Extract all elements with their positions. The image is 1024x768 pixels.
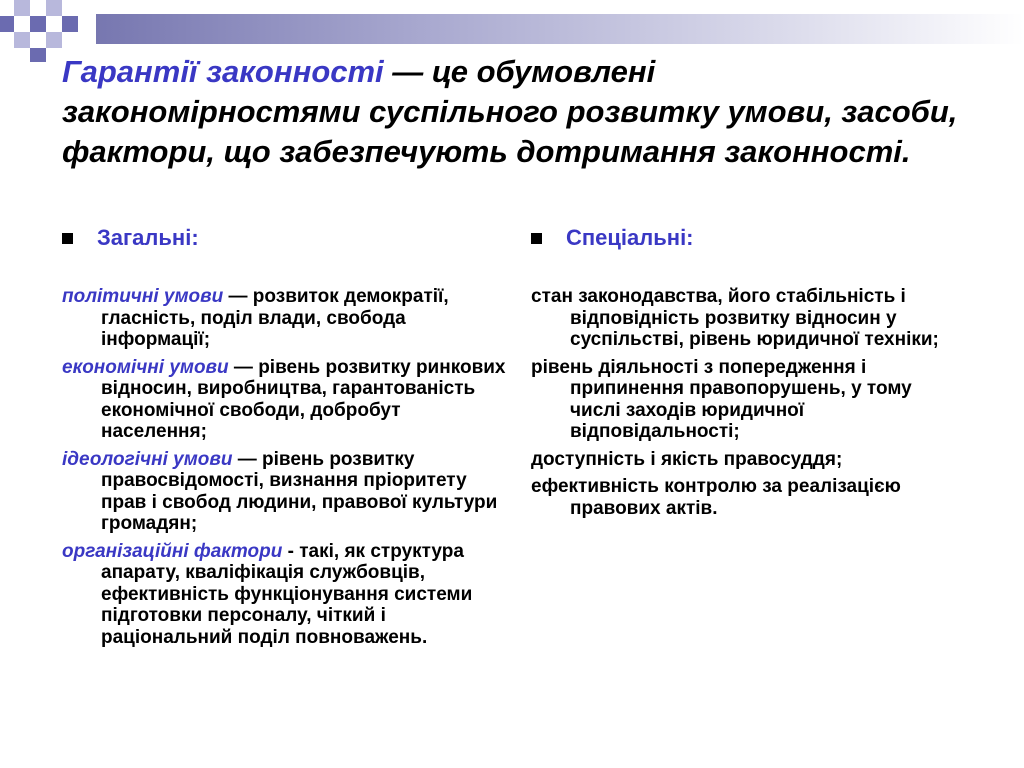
item-text: — рівень розвитку правосвідомості, визнання пріоритету прав і свобод людини, правової культури громадян; — [101, 448, 498, 534]
list-item: ефективність контролю за реалізацією правових актів. — [531, 476, 901, 519]
list-item: доступність і якість правосуддя; — [531, 448, 843, 470]
list-item: стан законодавства, його стабільність і відповідність розвитку відносин у суспільстві, рівень юридичної техніки; — [531, 286, 939, 350]
header-square-3 — [0, 16, 14, 32]
right-column-heading — [531, 224, 694, 252]
title-highlight: Гарантії законності — [62, 54, 384, 89]
right-column-list — [531, 286, 956, 525]
header-square-5 — [62, 16, 78, 32]
list-item — [62, 541, 507, 649]
header-square-1 — [14, 0, 30, 16]
header-square-4 — [30, 16, 46, 32]
header-gradient-bar — [96, 14, 1024, 44]
title-rest: — це обумовлені закономірностями суспільного розвитку умови, засоби, фактори, що забезпечують дотримання законності. — [62, 54, 958, 169]
list-item — [62, 449, 507, 535]
header-square-8 — [30, 48, 46, 62]
item-term: ідеологічні умови — [62, 448, 233, 470]
left-column-list — [62, 286, 507, 654]
item-term: організаційні фактори — [62, 540, 283, 562]
right-heading-text: Спеціальні: — [566, 225, 694, 250]
slide-title — [62, 52, 962, 172]
item-text: - такі, як структура апарату, кваліфікація службовців, ефективність функціонування системи підготовки персоналу, чіткий і раціональний поділ повноважень. — [101, 540, 473, 648]
square-bullet-icon — [531, 233, 542, 244]
item-text: — рівень розвитку ринкових відносин, виробництва, гарантованість економічної свободи, добробут населення; — [101, 356, 506, 442]
left-column-heading — [62, 224, 199, 252]
item-term: економічні умови — [62, 356, 229, 378]
square-bullet-icon — [62, 233, 73, 244]
list-item — [62, 357, 507, 443]
header-square-7 — [46, 32, 62, 48]
left-heading-text: Загальні: — [97, 225, 199, 250]
list-item: рівень діяльності з попередження і припинення правопорушень, у тому числі заходів юридичної відповідальності; — [531, 356, 912, 442]
header-square-6 — [14, 32, 30, 48]
item-term: політичні умови — [62, 286, 224, 307]
list-item — [62, 286, 507, 351]
header-square-2 — [46, 0, 62, 16]
item-text: — розвиток демократії, гласність, поділ влади, свобода інформації; — [101, 286, 449, 350]
